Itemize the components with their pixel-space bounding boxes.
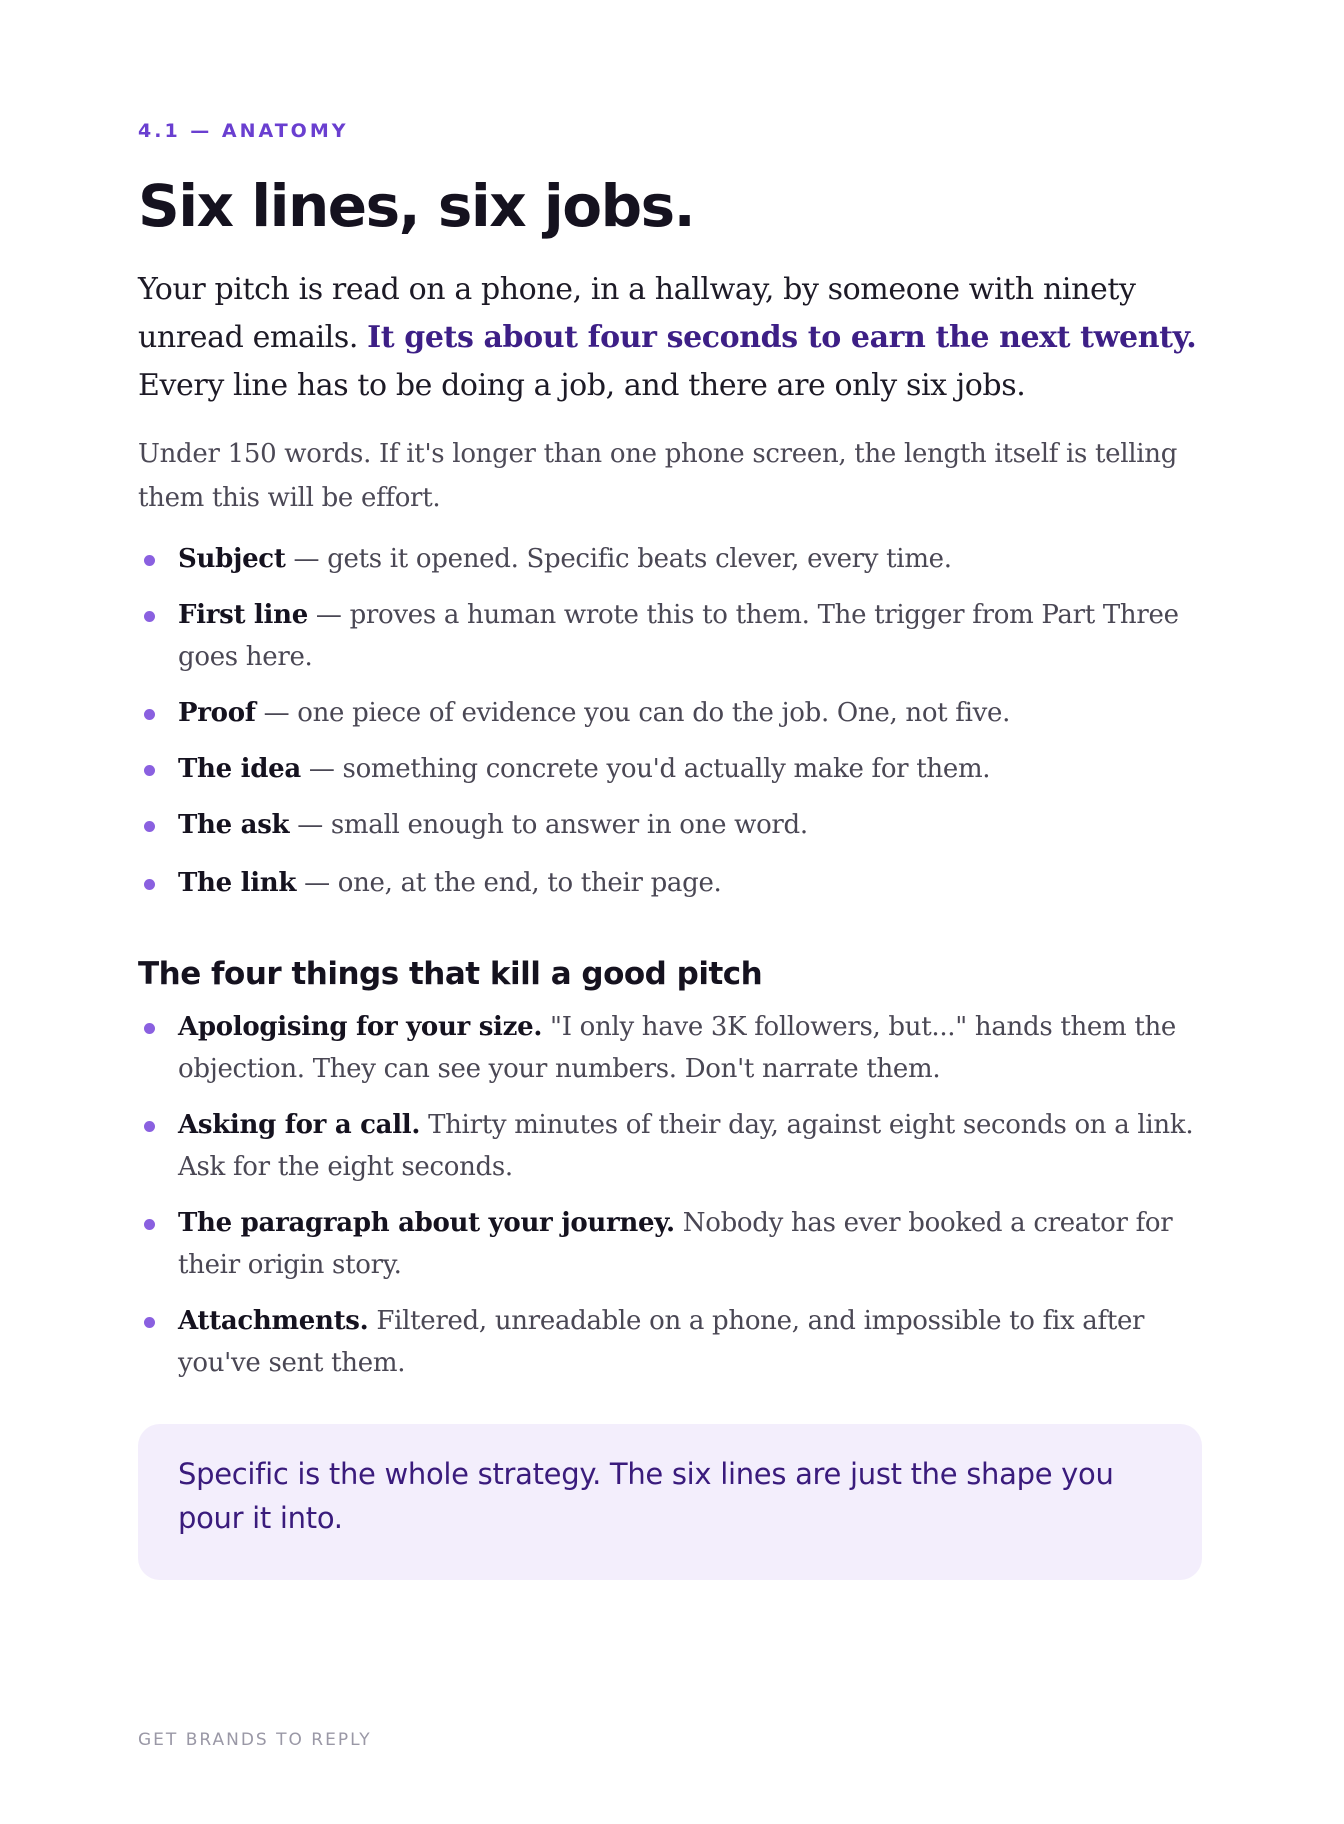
list-item-text: — proves a human wrote this to them. The trigger from Part Three goes here.: [178, 600, 1179, 672]
list-item-text: "I only have 3K followers, but..." hands them the objection. They can see your numbers. Don't narrate them.: [178, 1012, 1176, 1084]
bullet-dot: [144, 1317, 155, 1328]
list-item-term: Asking for a call.: [178, 1110, 421, 1140]
lead-paragraph: [138, 266, 1198, 410]
list-item-text: Filtered, unreadable on a phone, and impossible to fix after you've sent them.: [178, 1306, 1145, 1378]
callout-text: Specific is the whole strategy. The six lines are just the shape you pour it into.: [178, 1457, 1114, 1535]
list-item: [138, 594, 1198, 678]
lead-text-start: Your pitch is read on a phone, in a hallway, by someone with ninety unread emails.: [138, 272, 1136, 355]
bullet-dot: [144, 1023, 155, 1034]
word-count-note: Under 150 words. If it's longer than one phone screen, the length itself is telling them this will be effort.: [138, 439, 1178, 513]
list-item-term: The ask: [178, 810, 290, 840]
list-item: [138, 1202, 1198, 1286]
list-item-term: Apologising for your size.: [178, 1012, 543, 1042]
list-item-term: The idea: [178, 754, 301, 784]
bullet-dot: [144, 555, 155, 566]
list-item: [138, 1104, 1198, 1188]
list-item-term: Proof: [178, 698, 256, 728]
list-item: [138, 1006, 1198, 1090]
bullet-dot: [144, 1121, 155, 1132]
list-item-text: — small enough to answer in one word.: [289, 810, 808, 840]
list-item: [138, 748, 1198, 790]
bullet-dot: [144, 1219, 155, 1230]
lead-highlight: It gets about four seconds to earn the next twenty.: [367, 320, 1197, 355]
section-eyebrow: 4.1 — ANATOMY: [138, 120, 349, 142]
list-item-text: Thirty minutes of their day, against eight seconds on a link. Ask for the eight seconds.: [178, 1110, 1194, 1182]
page-title: Six lines, six jobs.: [138, 172, 695, 240]
bullet-dot: [144, 879, 155, 890]
list-item-term: The link: [178, 868, 297, 898]
list-item-text: — one piece of evidence you can do the job. One, not five.: [255, 698, 1011, 728]
section-subheading: The four things that kill a good pitch: [138, 956, 763, 992]
list-item: [138, 804, 1198, 846]
list-item-term: First line: [178, 600, 308, 630]
bullet-dot: [144, 821, 155, 832]
page-footer: GET BRANDS TO REPLY: [138, 1730, 372, 1750]
list-item-text: — something concrete you'd actually make for them.: [300, 754, 991, 784]
list-item-text: Nobody has ever booked a creator for their origin story.: [178, 1208, 1173, 1280]
bullet-dot: [144, 611, 155, 622]
lead-text-end: Every line has to be doing a job, and there are only six jobs.: [138, 368, 1026, 403]
takeaway-callout: [138, 1424, 1202, 1580]
list-item-text: — one, at the end, to their page.: [296, 868, 722, 898]
list-item: [138, 692, 1198, 734]
list-item-term: Attachments.: [178, 1306, 369, 1336]
bullet-dot: [144, 765, 155, 776]
list-item-term: The paragraph about your journey.: [178, 1208, 675, 1238]
list-item: [138, 862, 1198, 904]
list-item-text: — gets it opened. Specific beats clever, every time.: [285, 544, 952, 574]
list-item: [138, 538, 1198, 580]
list-item: [138, 1300, 1198, 1384]
bullet-dot: [144, 709, 155, 720]
list-item-term: Subject: [178, 544, 286, 574]
